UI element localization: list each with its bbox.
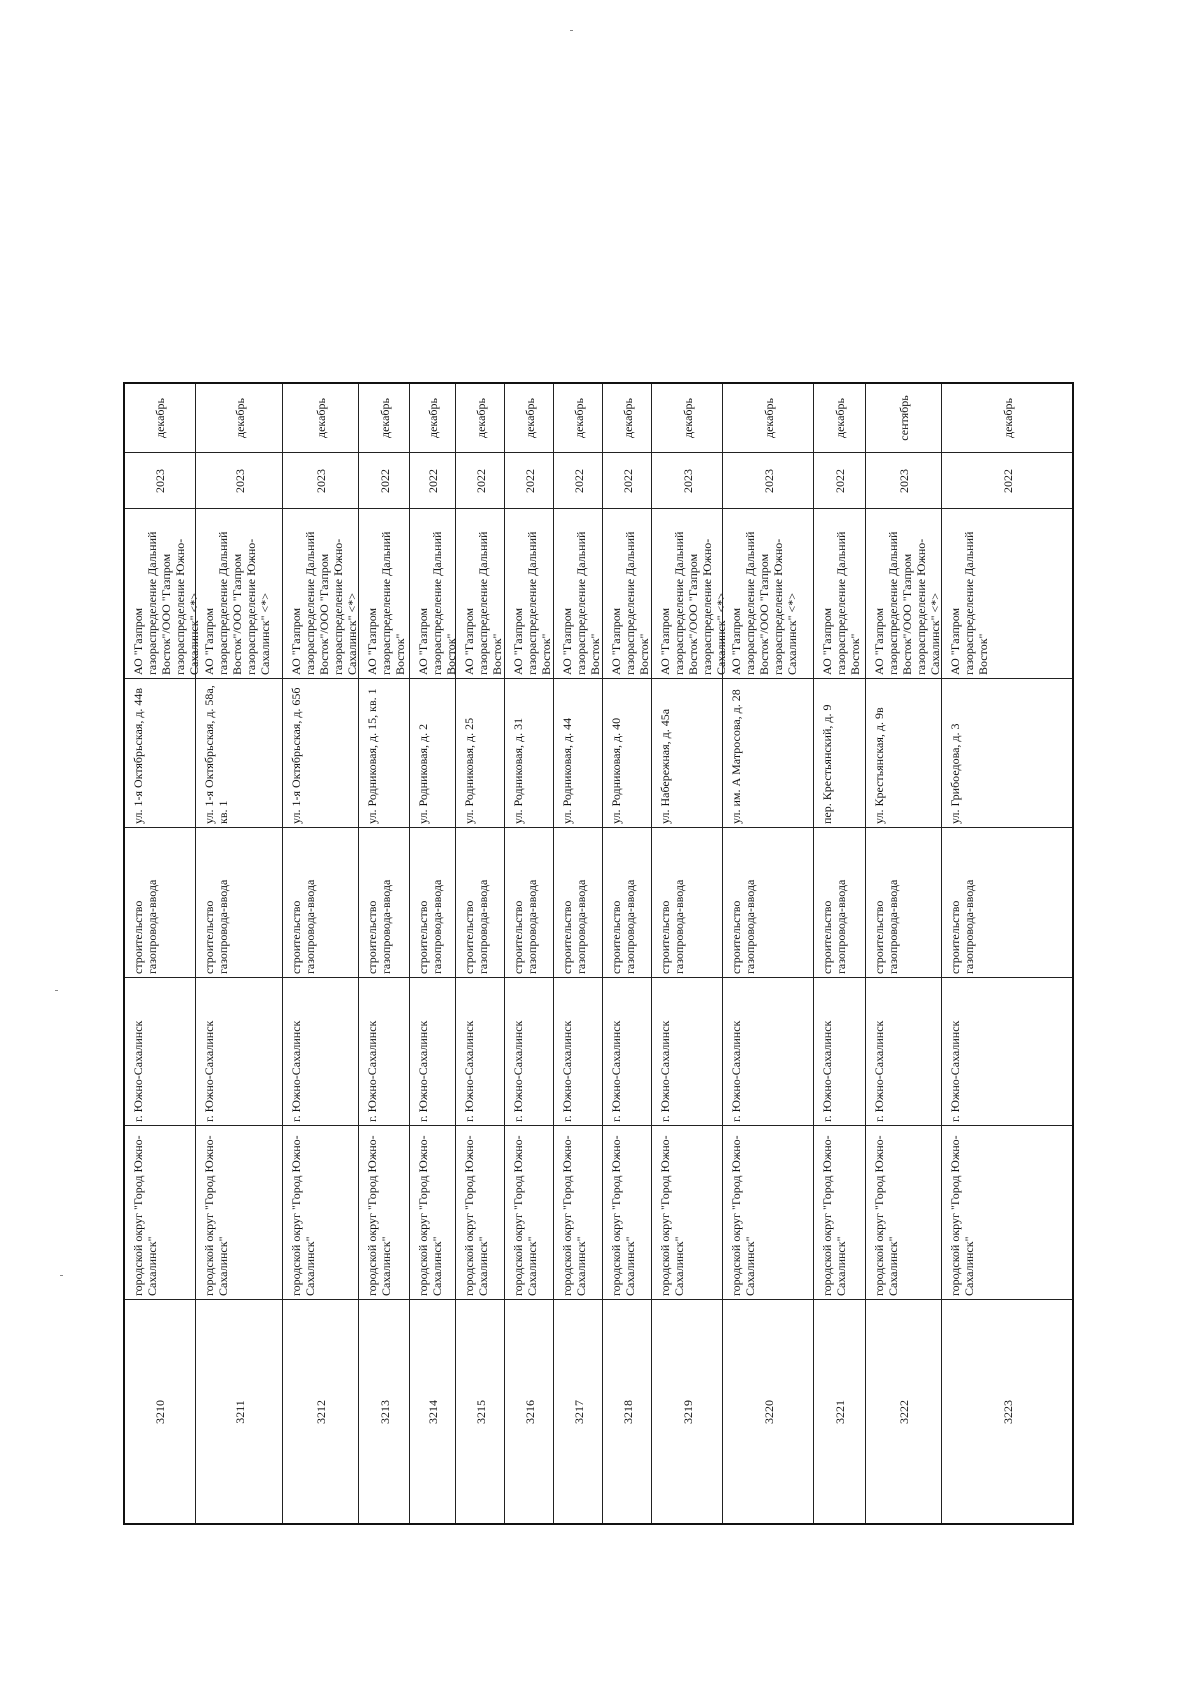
cell-operator — [359, 508, 409, 678]
month-text: декабрь — [232, 398, 247, 438]
work-text: строительство газопровода-ввода — [365, 879, 393, 974]
num-text: 3214 — [426, 1400, 440, 1424]
cell-address — [814, 678, 865, 827]
operator-text: АО "Газпром газораспределение Дальний Восток"/ООО "Газпром газораспределение Южно-Сахалинск" <*> — [289, 531, 359, 675]
cell-num — [125, 1299, 195, 1523]
cell-operator — [125, 508, 201, 678]
cell-operator — [723, 508, 813, 678]
cell-municipality — [196, 1125, 282, 1299]
settlement-text: г. Южно-Сахалинск — [820, 1020, 834, 1122]
cell-address — [603, 678, 651, 827]
cell-month — [125, 384, 195, 452]
municipality-text: городской округ "Город Южно-Сахалинск" — [289, 1135, 317, 1296]
work-text: строительство газопровода-ввода — [289, 879, 317, 974]
address-text: ул. 1-я Октябрьская, д. 44в — [131, 687, 145, 824]
cell-address — [942, 678, 1072, 827]
month-text: декабрь — [522, 398, 537, 438]
num-text: 3218 — [620, 1400, 635, 1424]
year-text: 2022 — [571, 469, 586, 493]
cell-operator — [505, 508, 553, 678]
table-row — [358, 384, 409, 1523]
cell-month — [866, 384, 941, 452]
cell-settlement — [125, 977, 195, 1125]
work-text: строительство газопровода-ввода — [462, 879, 490, 974]
cell-settlement — [456, 977, 504, 1125]
cell-num — [652, 1299, 722, 1523]
cell-address — [652, 678, 722, 827]
cell-address — [456, 678, 504, 827]
cell-work — [866, 827, 941, 977]
cell-address — [554, 678, 602, 827]
month-text: декабрь — [377, 398, 392, 438]
year-text: 2023 — [897, 469, 911, 493]
cell-operator — [603, 508, 651, 678]
cell-municipality — [866, 1125, 941, 1299]
scan-speck — [570, 30, 573, 31]
table-row — [602, 384, 651, 1523]
cell-work — [196, 827, 282, 977]
cell-month — [723, 384, 813, 452]
cell-settlement — [942, 977, 1072, 1125]
cell-year — [866, 452, 941, 508]
cell-num — [942, 1299, 1072, 1523]
cell-work — [603, 827, 651, 977]
cell-num — [283, 1299, 358, 1523]
address-text: ул. им. А Матросова, д. 28 — [729, 689, 743, 824]
cell-num — [866, 1299, 941, 1523]
num-text: 3223 — [1000, 1400, 1015, 1424]
month-text: декабрь — [153, 398, 167, 438]
operator-text: АО "Газпром газораспределение Дальний Восток" — [416, 531, 458, 675]
operator-text: АО "Газпром газораспределение Дальний Восток" — [462, 531, 504, 675]
table-row — [813, 384, 865, 1523]
cell-year — [283, 452, 358, 508]
cell-month — [652, 384, 722, 452]
cell-address — [723, 678, 813, 827]
cell-settlement — [196, 977, 282, 1125]
municipality-text: городской округ "Город Южно-Сахалинск" — [462, 1135, 490, 1296]
municipality-text: городской округ "Город Южно-Сахалинск" — [560, 1135, 588, 1296]
municipality-text: городской округ "Город Южно-Сахалинск" — [511, 1135, 539, 1296]
cell-year — [814, 452, 865, 508]
table-row — [553, 384, 602, 1523]
cell-municipality — [505, 1125, 553, 1299]
cell-settlement — [603, 977, 651, 1125]
municipality-text: городской округ "Город Южно-Сахалинск" — [365, 1135, 393, 1296]
num-text: 3211 — [232, 1400, 247, 1424]
cell-settlement — [814, 977, 865, 1125]
cell-settlement — [283, 977, 358, 1125]
cell-operator — [196, 508, 282, 678]
year-text: 2022 — [1000, 469, 1015, 493]
address-text: ул. Грибоедова, д. 3 — [948, 723, 962, 824]
cell-year — [125, 452, 195, 508]
cell-municipality — [410, 1125, 455, 1299]
cell-month — [359, 384, 409, 452]
cell-work — [942, 827, 1072, 977]
num-text: 3221 — [833, 1400, 847, 1424]
settlement-text: г. Южно-Сахалинск — [289, 1020, 303, 1122]
cell-address — [359, 678, 409, 827]
address-text: ул. Родниковая, д. 31 — [511, 717, 525, 824]
cell-num — [603, 1299, 651, 1523]
table-row — [722, 384, 813, 1523]
cell-month — [554, 384, 602, 452]
work-text: строительство газопровода-ввода — [202, 879, 230, 974]
year-text: 2022 — [620, 469, 635, 493]
cell-work — [283, 827, 358, 977]
cell-municipality — [554, 1125, 602, 1299]
cell-address — [196, 678, 282, 827]
settlement-text: г. Южно-Сахалинск — [416, 1020, 430, 1122]
table-row — [455, 384, 504, 1523]
address-text: ул. 1-я Октябрьская, д. 58а, кв. 1 — [202, 685, 230, 824]
operator-text: АО "Газпром газораспределение Дальний Восток" — [560, 531, 602, 675]
month-text: декабрь — [680, 398, 695, 438]
scan-speck — [55, 990, 58, 991]
num-text: 3216 — [522, 1400, 537, 1424]
cell-work — [456, 827, 504, 977]
month-text: декабрь — [833, 398, 847, 438]
work-text: строительство газопровода-ввода — [729, 879, 757, 974]
cell-operator — [652, 508, 728, 678]
num-text: 3210 — [153, 1400, 167, 1424]
cell-work — [359, 827, 409, 977]
address-text: ул. Набережная, д. 45а — [658, 708, 672, 824]
cell-operator — [942, 508, 1072, 678]
cell-num — [723, 1299, 813, 1523]
year-text: 2022 — [473, 469, 488, 493]
year-text: 2023 — [153, 469, 167, 493]
cell-municipality — [283, 1125, 358, 1299]
cell-municipality — [814, 1125, 865, 1299]
operator-text: АО "Газпром газораспределение Дальний Восток" — [609, 531, 651, 675]
settlement-text: г. Южно-Сахалинск — [560, 1020, 574, 1122]
municipality-text: городской округ "Город Южно-Сахалинск" — [658, 1135, 686, 1296]
address-text: пер. Крестьянский, д. 9 — [820, 704, 834, 824]
settlement-text: г. Южно-Сахалинск — [202, 1020, 216, 1122]
address-text: ул. Родниковая, д. 25 — [462, 717, 476, 824]
address-text: ул. Родниковая, д. 2 — [416, 723, 430, 824]
cell-work — [554, 827, 602, 977]
municipality-text: городской округ "Город Южно-Сахалинск" — [202, 1135, 230, 1296]
cell-year — [652, 452, 722, 508]
operator-text: АО "Газпром газораспределение Дальний Восток"/ООО "Газпром газораспределение Южно-Сахалинск" <*> — [658, 531, 728, 675]
work-text: строительство газопровода-ввода — [872, 879, 900, 974]
num-text: 3222 — [897, 1400, 911, 1424]
work-text: строительство газопровода-ввода — [511, 879, 539, 974]
cell-settlement — [723, 977, 813, 1125]
cell-month — [456, 384, 504, 452]
year-text: 2022 — [522, 469, 537, 493]
settlement-text: г. Южно-Сахалинск — [131, 1020, 145, 1122]
month-text: декабрь — [426, 398, 440, 438]
cell-num — [505, 1299, 553, 1523]
work-text: строительство газопровода-ввода — [416, 879, 444, 974]
cell-work — [410, 827, 455, 977]
cell-year — [505, 452, 553, 508]
year-text: 2023 — [314, 469, 328, 493]
municipality-text: городской округ "Город Южно-Сахалинск" — [131, 1135, 159, 1296]
municipality-text: городской округ "Город Южно-Сахалинск" — [872, 1135, 900, 1296]
cell-address — [283, 678, 358, 827]
work-text: строительство газопровода-ввода — [658, 879, 686, 974]
cell-work — [505, 827, 553, 977]
settlement-text: г. Южно-Сахалинск — [729, 1020, 743, 1122]
operator-text: АО "Газпром газораспределение Дальний Восток" — [511, 531, 553, 675]
work-text: строительство газопровода-ввода — [560, 879, 588, 974]
month-text: декабрь — [571, 398, 586, 438]
address-text: ул. Родниковая, д. 15, кв. 1 — [365, 688, 379, 824]
num-text: 3215 — [473, 1400, 488, 1424]
cell-operator — [814, 508, 865, 678]
municipality-text: городской округ "Город Южно-Сахалинск" — [416, 1135, 444, 1296]
cell-municipality — [723, 1125, 813, 1299]
settlement-text: г. Южно-Сахалинск — [609, 1020, 623, 1122]
cell-month — [814, 384, 865, 452]
operator-text: АО "Газпром газораспределение Дальний Восток"/ООО "Газпром газораспределение Южно-Сахалинск" <*> — [729, 531, 799, 675]
month-text: декабрь — [473, 398, 488, 438]
cell-municipality — [456, 1125, 504, 1299]
year-text: 2022 — [377, 469, 392, 493]
cell-num — [814, 1299, 865, 1523]
cell-municipality — [359, 1125, 409, 1299]
cell-operator — [283, 508, 358, 678]
cell-num — [456, 1299, 504, 1523]
cell-month — [283, 384, 358, 452]
work-text: строительство газопровода-ввода — [820, 879, 848, 974]
cell-operator — [554, 508, 602, 678]
year-text: 2022 — [833, 469, 847, 493]
cell-settlement — [410, 977, 455, 1125]
work-text: строительство газопровода-ввода — [609, 879, 637, 974]
table-row — [409, 384, 458, 1523]
settlement-text: г. Южно-Сахалинск — [948, 1020, 962, 1122]
settlement-text: г. Южно-Сахалинск — [872, 1020, 886, 1122]
month-text: декабрь — [620, 398, 635, 438]
cell-operator — [456, 508, 504, 678]
table-row — [504, 384, 553, 1523]
cell-month — [410, 384, 455, 452]
cell-operator — [866, 508, 941, 678]
operator-text: АО "Газпром газораспределение Дальний Восток"/ООО "Газпром газораспределение Южно-Сахалинск" <*> — [202, 531, 272, 675]
municipality-text: городской округ "Город Южно-Сахалинск" — [729, 1135, 757, 1296]
work-text: строительство газопровода-ввода — [131, 879, 159, 974]
table-row — [282, 384, 358, 1523]
cell-municipality — [603, 1125, 651, 1299]
num-text: 3212 — [314, 1400, 328, 1424]
cell-month — [505, 384, 553, 452]
cell-settlement — [505, 977, 553, 1125]
cell-num — [554, 1299, 602, 1523]
num-text: 3219 — [680, 1400, 695, 1424]
cell-num — [410, 1299, 455, 1523]
cell-work — [652, 827, 722, 977]
cell-year — [196, 452, 282, 508]
address-text: ул. Крестьянская, д. 9в — [872, 707, 886, 824]
cell-municipality — [125, 1125, 195, 1299]
municipality-text: городской округ "Город Южно-Сахалинск" — [820, 1135, 848, 1296]
month-text: декабрь — [761, 398, 776, 438]
settlement-text: г. Южно-Сахалинск — [365, 1020, 379, 1122]
cell-municipality — [942, 1125, 1072, 1299]
table-row — [941, 384, 1072, 1523]
operator-text: АО "Газпром газораспределение Дальний Восток"/ООО "Газпром газораспределение Южно-Сахалинск" <*> — [872, 531, 942, 675]
year-text: 2023 — [761, 469, 776, 493]
operator-text: АО "Газпром газораспределение Дальний Восток" — [820, 531, 862, 675]
cell-municipality — [652, 1125, 722, 1299]
municipality-text: городской округ "Город Южно-Сахалинск" — [948, 1135, 976, 1296]
cell-year — [942, 452, 1072, 508]
cell-month — [942, 384, 1072, 452]
cell-month — [603, 384, 651, 452]
cell-settlement — [554, 977, 602, 1125]
work-text: строительство газопровода-ввода — [948, 879, 976, 974]
cell-work — [814, 827, 865, 977]
operator-text: АО "Газпром газораспределение Дальний Восток" — [948, 531, 990, 675]
cell-address — [410, 678, 455, 827]
scan-speck — [60, 1275, 63, 1276]
table-row — [651, 384, 728, 1523]
num-text: 3213 — [377, 1400, 392, 1424]
cell-settlement — [652, 977, 722, 1125]
cell-year — [554, 452, 602, 508]
month-text: декабрь — [314, 398, 328, 438]
cell-month — [196, 384, 282, 452]
table-row — [195, 384, 282, 1523]
cell-settlement — [866, 977, 941, 1125]
address-text: ул. Родниковая, д. 44 — [560, 717, 574, 824]
cell-address — [125, 678, 195, 827]
cell-year — [603, 452, 651, 508]
num-text: 3217 — [571, 1400, 586, 1424]
cell-work — [723, 827, 813, 977]
cell-work — [125, 827, 195, 977]
month-text: сентябрь — [897, 395, 911, 441]
cell-year — [723, 452, 813, 508]
address-text: ул. Родниковая, д. 40 — [609, 717, 623, 824]
cell-num — [359, 1299, 409, 1523]
cell-settlement — [359, 977, 409, 1125]
cell-num — [196, 1299, 282, 1523]
municipality-text: городской округ "Город Южно-Сахалинск" — [609, 1135, 637, 1296]
address-text: ул. 1-я Октябрьская, д. 65б — [289, 687, 303, 824]
num-text: 3220 — [761, 1400, 776, 1424]
cell-address — [505, 678, 553, 827]
settlement-text: г. Южно-Сахалинск — [462, 1020, 476, 1122]
cell-year — [359, 452, 409, 508]
settlement-text: г. Южно-Сахалинск — [658, 1020, 672, 1122]
cell-year — [456, 452, 504, 508]
month-text: декабрь — [1000, 398, 1015, 438]
table-row — [865, 384, 941, 1523]
cell-address — [866, 678, 941, 827]
cell-year — [410, 452, 455, 508]
year-text: 2023 — [232, 469, 247, 493]
gas-connection-table — [123, 382, 1074, 1525]
operator-text: АО "Газпром газораспределение Дальний Восток" — [365, 531, 407, 675]
operator-text: АО "Газпром газораспределение Дальний Восток"/ООО "Газпром газораспределение Южно-Сахалинск" <*> — [131, 531, 201, 675]
cell-operator — [410, 508, 458, 678]
table-row — [125, 384, 201, 1523]
year-text: 2022 — [426, 469, 440, 493]
year-text: 2023 — [680, 469, 695, 493]
settlement-text: г. Южно-Сахалинск — [511, 1020, 525, 1122]
